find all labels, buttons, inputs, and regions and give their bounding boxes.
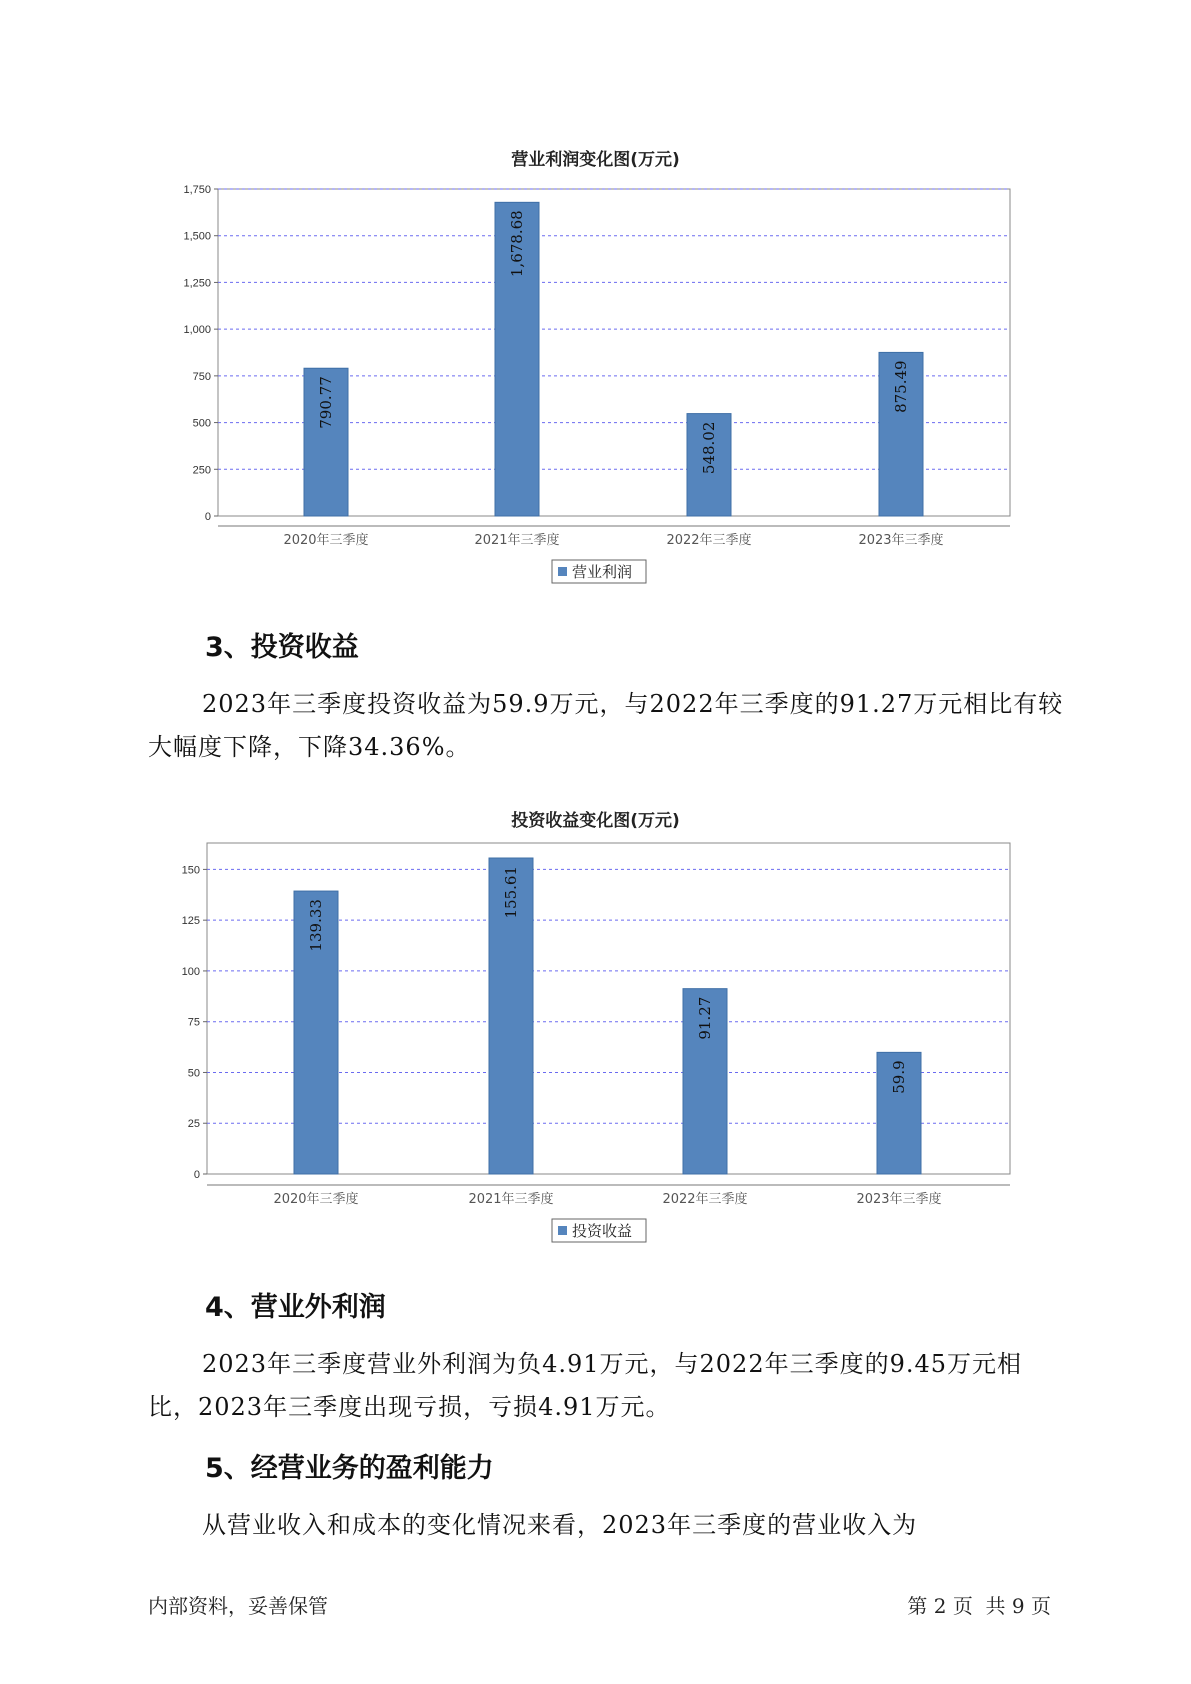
footer-page-number: 第 2 页 共 9 页 (907, 1594, 1051, 1618)
legend-label: 营业利润 (572, 563, 633, 581)
section-4-text: 2023年三季度营业外利润为负4.91万元，与2022年三季度的9.45万元相比，2023年三季度出现亏损，亏损4.91万元。 (148, 1350, 1023, 1421)
chart1-title: 营业利润变化图(万元) (511, 150, 680, 170)
section-3-heading: 3、投资收益 (205, 632, 359, 663)
legend-label: 投资收益 (572, 1222, 633, 1240)
x-tick-label: 2023年三季度 (856, 1192, 942, 1207)
y-tick-label: 75 (187, 1016, 200, 1029)
y-tick-label: 1,500 (183, 230, 211, 243)
bar-value-label: 139.33 (307, 899, 325, 952)
y-tick-label: 250 (192, 464, 211, 477)
bar-value-label: 155.61 (502, 866, 520, 919)
section-5-heading: 5、经营业务的盈利能力 (205, 1453, 494, 1484)
legend (552, 1219, 646, 1242)
y-tick-label: 150 (181, 864, 200, 877)
y-tick-label: 100 (181, 965, 200, 978)
chart2-title: 投资收益变化图(万元) (511, 811, 680, 831)
footer-left: 内部资料，妥善保管 (148, 1594, 328, 1618)
bar-value-label: 1,678.68 (508, 210, 526, 278)
bar-value-label: 91.27 (696, 996, 714, 1040)
y-tick-label: 500 (192, 417, 211, 430)
y-tick-label: 0 (193, 1169, 200, 1181)
section-5-text: 从营业收入和成本的变化情况来看，2023年三季度的营业收入为 (202, 1511, 918, 1539)
x-tick-label: 2020年三季度 (273, 1192, 359, 1207)
bar-value-label: 790.77 (317, 376, 335, 429)
y-tick-label: 0 (204, 511, 211, 523)
section-4-heading: 4、营业外利润 (205, 1292, 386, 1323)
section-3-text: 2023年三季度投资收益为59.9万元，与2022年三季度的91.27万元相比有较大幅度下降，下降34.36%。 (148, 690, 1064, 761)
bar-value-label: 59.9 (890, 1060, 908, 1094)
y-tick-label: 1,250 (183, 277, 211, 290)
x-tick-label: 2022年三季度 (662, 1192, 748, 1207)
y-tick-label: 750 (192, 370, 211, 383)
y-tick-label: 1,000 (183, 324, 211, 337)
y-tick-label: 1,750 (183, 184, 211, 196)
y-tick-label: 25 (187, 1118, 200, 1131)
y-tick-label: 50 (187, 1067, 200, 1080)
x-tick-label: 2022年三季度 (666, 533, 752, 548)
y-tick-label: 125 (181, 915, 200, 928)
x-tick-label: 2021年三季度 (474, 533, 560, 548)
x-tick-label: 2020年三季度 (283, 533, 369, 548)
bar-value-label: 548.02 (700, 421, 718, 475)
x-tick-label: 2021年三季度 (468, 1192, 554, 1207)
legend-swatch (558, 1226, 567, 1235)
bar-value-label: 875.49 (892, 360, 910, 413)
x-tick-label: 2023年三季度 (858, 533, 944, 548)
